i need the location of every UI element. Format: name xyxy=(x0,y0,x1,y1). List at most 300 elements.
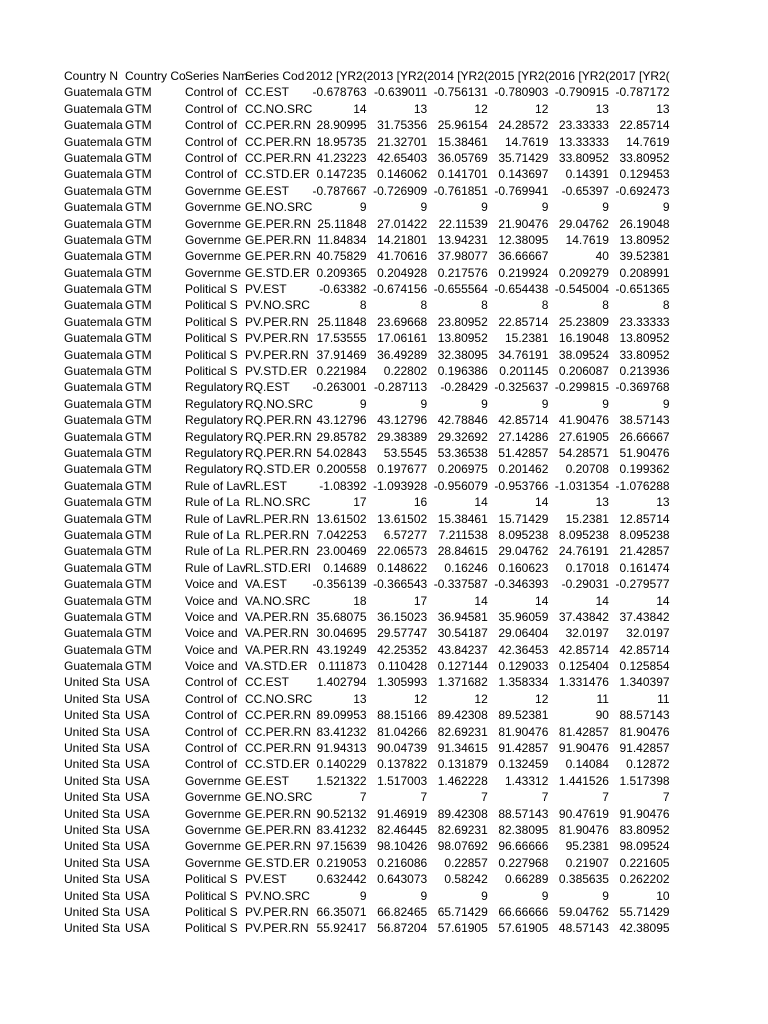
cell-y2016[interactable]: -0.29031 xyxy=(561,577,609,592)
cell-y2012[interactable]: 91.94313 xyxy=(316,741,367,756)
cell-country-code[interactable]: GTM xyxy=(125,429,152,444)
cell-country-name[interactable]: Guatemala xyxy=(64,364,123,379)
cell-country-code[interactable]: USA xyxy=(125,888,150,903)
cell-y2016[interactable]: 42.85714 xyxy=(558,642,609,657)
cell-series-name[interactable]: Rule of Lav xyxy=(185,478,246,493)
cell-y2016[interactable]: -0.299815 xyxy=(554,380,609,395)
cell-y2015[interactable]: 27.14286 xyxy=(498,429,549,444)
cell-country-code[interactable]: USA xyxy=(125,904,150,919)
cell-country-name[interactable]: Guatemala xyxy=(64,413,123,428)
cell-y2013[interactable]: 53.5545 xyxy=(383,445,428,460)
cell-country-name[interactable]: Guatemala xyxy=(64,560,123,575)
cell-series-code[interactable]: RQ.PER.RN xyxy=(245,429,312,444)
cell-y2014[interactable]: 89.42308 xyxy=(437,806,488,821)
cell-y2017[interactable]: 8.095238 xyxy=(619,527,670,542)
cell-series-name[interactable]: Rule of La xyxy=(185,544,240,559)
cell-series-code[interactable]: PV.PER.RN xyxy=(245,921,309,936)
cell-y2014[interactable]: 0.141701 xyxy=(437,167,488,182)
cell-series-code[interactable]: GE.NO.SRC xyxy=(245,200,313,215)
cell-country-name[interactable]: United Sta xyxy=(64,675,121,690)
cell-y2017[interactable]: 0.199362 xyxy=(619,462,670,477)
cell-country-code[interactable]: USA xyxy=(125,691,150,706)
cell-country-name[interactable]: United Sta xyxy=(64,757,121,772)
cell-y2014[interactable]: 1.462228 xyxy=(437,773,488,788)
header-cell-country-name[interactable]: Country N xyxy=(64,69,119,83)
cell-country-code[interactable]: GTM xyxy=(125,478,152,493)
cell-y2016[interactable]: -0.65397 xyxy=(561,183,609,198)
cell-y2017[interactable]: 9 xyxy=(662,396,670,411)
cell-y2015[interactable]: 29.06404 xyxy=(498,626,549,641)
cell-y2015[interactable]: 0.132459 xyxy=(498,757,549,772)
cell-y2015[interactable]: 22.85714 xyxy=(498,314,549,329)
cell-y2017[interactable]: 91.90476 xyxy=(619,806,670,821)
cell-y2014[interactable]: 23.80952 xyxy=(437,314,488,329)
cell-y2013[interactable]: 90.04739 xyxy=(377,741,428,756)
cell-series-name[interactable]: Regulatory xyxy=(185,413,244,428)
cell-y2013[interactable]: 91.46919 xyxy=(377,806,428,821)
cell-y2014[interactable]: 37.98077 xyxy=(437,249,488,264)
cell-y2012[interactable]: 40.75829 xyxy=(316,249,367,264)
cell-y2016[interactable]: 40 xyxy=(595,249,609,264)
cell-y2015[interactable]: 42.85714 xyxy=(498,413,549,428)
cell-y2015[interactable]: -0.325637 xyxy=(494,380,549,395)
cell-country-name[interactable]: Guatemala xyxy=(64,314,123,329)
cell-y2017[interactable]: 7 xyxy=(662,790,670,805)
cell-series-name[interactable]: Regulatory xyxy=(185,462,244,477)
cell-y2016[interactable]: 23.33333 xyxy=(558,118,609,133)
cell-y2014[interactable]: 0.22857 xyxy=(444,855,488,870)
cell-y2012[interactable]: 0.111873 xyxy=(318,659,367,674)
cell-y2012[interactable]: 9 xyxy=(359,888,367,903)
cell-y2012[interactable]: 8 xyxy=(359,298,367,313)
cell-y2014[interactable]: 0.196386 xyxy=(437,364,488,379)
cell-y2015[interactable]: 88.57143 xyxy=(498,806,549,821)
cell-y2012[interactable]: 25.11848 xyxy=(317,314,367,329)
cell-y2012[interactable]: 35.68075 xyxy=(316,609,367,624)
cell-country-name[interactable]: Guatemala xyxy=(64,462,123,477)
cell-y2013[interactable]: 17.06161 xyxy=(377,331,428,346)
cell-series-code[interactable]: CC.NO.SRC xyxy=(245,101,313,116)
cell-country-code[interactable]: USA xyxy=(125,773,150,788)
cell-y2017[interactable]: 14.7619 xyxy=(626,134,670,149)
cell-y2017[interactable]: 33.80952 xyxy=(619,150,670,165)
cell-y2016[interactable]: -1.031354 xyxy=(554,478,609,493)
cell-y2017[interactable]: 26.66667 xyxy=(619,429,670,444)
cell-y2012[interactable]: 30.04695 xyxy=(316,626,367,641)
header-cell-2013[interactable]: 2013 [YR2( xyxy=(366,69,428,83)
cell-y2016[interactable]: 29.04762 xyxy=(558,216,609,231)
cell-series-code[interactable]: CC.PER.RN xyxy=(245,134,312,149)
cell-y2016[interactable]: 0.20708 xyxy=(565,462,609,477)
cell-series-name[interactable]: Political S xyxy=(185,331,238,346)
cell-y2017[interactable]: 10 xyxy=(656,888,670,903)
cell-y2012[interactable]: 89.09953 xyxy=(316,708,367,723)
cell-y2015[interactable]: 0.129033 xyxy=(498,659,549,674)
cell-country-code[interactable]: GTM xyxy=(125,380,152,395)
cell-series-code[interactable]: GE.STD.ER xyxy=(245,855,310,870)
cell-country-code[interactable]: GTM xyxy=(125,314,152,329)
cell-country-code[interactable]: GTM xyxy=(125,101,152,116)
cell-series-name[interactable]: Voice and xyxy=(185,659,238,674)
cell-y2013[interactable]: 8 xyxy=(420,298,428,313)
cell-y2015[interactable]: 0.227968 xyxy=(498,855,549,870)
cell-y2014[interactable]: 13.80952 xyxy=(437,331,488,346)
cell-y2012[interactable]: 0.200558 xyxy=(316,462,367,477)
cell-y2016[interactable]: 9 xyxy=(602,200,609,215)
cell-country-name[interactable]: United Sta xyxy=(64,839,121,854)
cell-country-code[interactable]: GTM xyxy=(125,626,152,641)
cell-country-code[interactable]: GTM xyxy=(125,609,152,624)
cell-y2015[interactable]: 14.7619 xyxy=(504,134,549,149)
cell-country-name[interactable]: Guatemala xyxy=(64,511,123,526)
cell-country-code[interactable]: GTM xyxy=(125,511,152,526)
cell-country-name[interactable]: United Sta xyxy=(64,888,121,903)
cell-series-code[interactable]: RL.EST xyxy=(245,478,288,493)
cell-y2013[interactable]: 1.517003 xyxy=(377,773,428,788)
cell-series-code[interactable]: CC.EST xyxy=(245,675,290,690)
cell-y2016[interactable]: 25.23809 xyxy=(558,314,609,329)
cell-y2015[interactable]: 42.36453 xyxy=(498,642,549,657)
cell-y2013[interactable]: 9 xyxy=(420,888,428,903)
cell-y2016[interactable]: 81.42857 xyxy=(558,724,609,739)
cell-y2013[interactable]: 36.49289 xyxy=(377,347,428,362)
cell-y2016[interactable]: 8 xyxy=(602,298,609,313)
cell-y2015[interactable]: 66.66666 xyxy=(498,904,549,919)
cell-country-name[interactable]: Guatemala xyxy=(64,577,123,592)
cell-series-name[interactable]: Governme xyxy=(185,822,242,837)
cell-series-code[interactable]: RL.NO.SRC xyxy=(245,495,311,510)
cell-country-code[interactable]: GTM xyxy=(125,593,152,608)
cell-country-name[interactable]: United Sta xyxy=(64,822,121,837)
cell-y2012[interactable]: 41.23223 xyxy=(316,150,367,165)
cell-y2016[interactable]: 24.76191 xyxy=(558,544,609,559)
cell-y2012[interactable]: 9 xyxy=(359,396,367,411)
cell-y2016[interactable]: 95.2381 xyxy=(565,839,609,854)
cell-y2014[interactable]: -0.756131 xyxy=(433,85,488,100)
cell-country-code[interactable]: USA xyxy=(125,921,150,936)
cell-y2013[interactable]: 41.70616 xyxy=(377,249,428,264)
cell-y2014[interactable]: 25.96154 xyxy=(437,118,488,133)
cell-y2014[interactable]: 9 xyxy=(481,888,488,903)
cell-series-name[interactable]: Political S xyxy=(185,364,238,379)
cell-country-code[interactable]: GTM xyxy=(125,167,152,182)
cell-y2017[interactable]: 0.161474 xyxy=(619,560,670,575)
cell-y2014[interactable]: 42.78846 xyxy=(437,413,488,428)
cell-y2014[interactable]: 7.211538 xyxy=(438,527,488,542)
cell-y2015[interactable]: 29.04762 xyxy=(498,544,549,559)
cell-y2014[interactable]: 57.61905 xyxy=(437,921,488,936)
cell-y2016[interactable]: 9 xyxy=(602,396,609,411)
cell-country-name[interactable]: Guatemala xyxy=(64,396,123,411)
cell-y2013[interactable]: -0.287113 xyxy=(374,380,428,395)
cell-series-code[interactable]: GE.PER.RN xyxy=(245,839,312,854)
cell-y2012[interactable]: 11.84834 xyxy=(317,232,367,247)
cell-country-code[interactable]: GTM xyxy=(125,445,152,460)
cell-y2013[interactable]: 0.216086 xyxy=(377,855,428,870)
cell-y2013[interactable]: 0.204928 xyxy=(377,265,428,280)
cell-y2012[interactable]: 0.219053 xyxy=(316,855,367,870)
cell-series-code[interactable]: RL.PER.RN xyxy=(245,544,310,559)
cell-y2012[interactable]: 0.14689 xyxy=(323,560,367,575)
cell-country-name[interactable]: United Sta xyxy=(64,921,121,936)
cell-y2017[interactable]: -0.651365 xyxy=(615,282,670,297)
cell-y2017[interactable]: 1.340397 xyxy=(619,675,670,690)
cell-series-name[interactable]: Governme xyxy=(185,806,242,821)
cell-y2016[interactable]: 37.43842 xyxy=(558,609,609,624)
cell-y2016[interactable]: 0.21907 xyxy=(565,855,609,870)
cell-y2015[interactable]: 35.96059 xyxy=(498,609,549,624)
cell-y2014[interactable]: 0.16246 xyxy=(444,560,488,575)
cell-country-code[interactable]: GTM xyxy=(125,396,152,411)
cell-y2012[interactable]: 1.402794 xyxy=(316,675,367,690)
cell-series-code[interactable]: GE.PER.RN xyxy=(245,232,312,247)
cell-country-code[interactable]: USA xyxy=(125,724,150,739)
cell-country-name[interactable]: United Sta xyxy=(64,724,121,739)
cell-y2014[interactable]: -0.761851 xyxy=(433,183,488,198)
cell-y2014[interactable]: 0.206975 xyxy=(437,462,488,477)
cell-country-name[interactable]: Guatemala xyxy=(64,249,123,264)
cell-y2015[interactable]: 15.2381 xyxy=(504,331,549,346)
cell-y2013[interactable]: 12 xyxy=(413,691,428,706)
cell-y2014[interactable]: 0.217576 xyxy=(437,265,488,280)
cell-y2012[interactable]: 1.521322 xyxy=(316,773,367,788)
cell-country-name[interactable]: United Sta xyxy=(64,855,121,870)
cell-series-code[interactable]: GE.STD.ER xyxy=(245,265,310,280)
cell-y2017[interactable]: 23.33333 xyxy=(619,314,670,329)
cell-country-code[interactable]: GTM xyxy=(125,249,152,264)
cell-y2017[interactable]: 0.125854 xyxy=(619,659,670,674)
cell-series-code[interactable]: PV.PER.RN xyxy=(245,331,309,346)
cell-country-name[interactable]: United Sta xyxy=(64,691,121,706)
cell-y2016[interactable]: 0.206087 xyxy=(558,364,609,379)
cell-y2013[interactable]: -0.366543 xyxy=(373,577,428,592)
cell-country-code[interactable]: USA xyxy=(125,757,150,772)
cell-y2013[interactable]: -0.674156 xyxy=(373,282,428,297)
cell-y2017[interactable]: 0.213936 xyxy=(619,364,670,379)
cell-y2016[interactable]: 41.90476 xyxy=(558,413,609,428)
cell-country-name[interactable]: Guatemala xyxy=(64,659,123,674)
cell-y2016[interactable]: 1.441526 xyxy=(558,773,609,788)
cell-series-name[interactable]: Governme xyxy=(185,265,242,280)
cell-y2017[interactable]: 98.09524 xyxy=(619,839,670,854)
cell-series-code[interactable]: PV.PER.RN xyxy=(245,314,309,329)
cell-y2015[interactable]: -0.654438 xyxy=(494,282,549,297)
cell-y2012[interactable]: 66.35071 xyxy=(316,904,367,919)
cell-series-code[interactable]: CC.PER.RN xyxy=(245,708,312,723)
cell-y2016[interactable]: 11 xyxy=(596,691,609,706)
cell-series-code[interactable]: PV.NO.SRC xyxy=(245,888,310,903)
cell-series-name[interactable]: Governme xyxy=(185,200,242,215)
cell-y2014[interactable]: 13.94231 xyxy=(437,232,488,247)
cell-series-name[interactable]: Rule of Lav xyxy=(185,511,246,526)
cell-y2014[interactable]: 1.371682 xyxy=(437,675,488,690)
cell-y2015[interactable]: 57.61905 xyxy=(498,921,549,936)
cell-y2013[interactable]: 29.57747 xyxy=(377,626,428,641)
cell-y2012[interactable]: 54.02843 xyxy=(316,445,367,460)
cell-y2015[interactable]: 1.358334 xyxy=(498,675,549,690)
cell-y2015[interactable]: 51.42857 xyxy=(498,445,549,460)
cell-y2013[interactable]: 0.197677 xyxy=(377,462,428,477)
cell-country-code[interactable]: GTM xyxy=(125,150,152,165)
cell-y2016[interactable]: 13 xyxy=(595,495,609,510)
cell-y2014[interactable]: 89.42308 xyxy=(437,708,488,723)
cell-y2017[interactable]: 81.90476 xyxy=(619,724,670,739)
cell-country-code[interactable]: USA xyxy=(125,839,150,854)
cell-y2013[interactable]: 82.46445 xyxy=(377,822,428,837)
cell-y2012[interactable]: -0.678763 xyxy=(312,85,367,100)
cell-country-code[interactable]: USA xyxy=(125,741,150,756)
cell-y2017[interactable]: 55.71429 xyxy=(619,904,670,919)
cell-y2017[interactable]: 42.85714 xyxy=(619,642,670,657)
cell-y2017[interactable]: 0.221605 xyxy=(619,855,670,870)
cell-y2014[interactable]: 7 xyxy=(481,790,488,805)
cell-y2014[interactable]: 0.127144 xyxy=(437,659,488,674)
cell-y2012[interactable]: 18 xyxy=(353,593,367,608)
cell-country-name[interactable]: Guatemala xyxy=(64,265,123,280)
cell-country-name[interactable]: Guatemala xyxy=(64,200,123,215)
cell-y2015[interactable]: 35.71429 xyxy=(498,150,549,165)
cell-series-code[interactable]: PV.STD.ER xyxy=(245,364,308,379)
cell-y2012[interactable]: 0.221984 xyxy=(316,364,367,379)
cell-country-name[interactable]: Guatemala xyxy=(64,134,123,149)
cell-y2013[interactable]: 31.75356 xyxy=(377,118,428,133)
cell-y2017[interactable]: 1.517398 xyxy=(619,773,670,788)
cell-y2015[interactable]: 7 xyxy=(541,790,549,805)
cell-country-code[interactable]: USA xyxy=(125,872,150,887)
cell-series-code[interactable]: VA.STD.ER xyxy=(245,659,308,674)
cell-series-code[interactable]: PV.PER.RN xyxy=(245,347,309,362)
cell-y2014[interactable]: 8 xyxy=(481,298,488,313)
cell-y2014[interactable]: 43.84237 xyxy=(437,642,488,657)
cell-series-name[interactable]: Political S xyxy=(185,282,238,297)
cell-country-name[interactable]: Guatemala xyxy=(64,282,123,297)
cell-y2013[interactable]: 88.15166 xyxy=(377,708,428,723)
cell-y2013[interactable]: 0.643073 xyxy=(377,872,428,887)
cell-y2013[interactable]: 29.38389 xyxy=(377,429,428,444)
cell-y2014[interactable]: 32.38095 xyxy=(437,347,488,362)
cell-y2012[interactable]: 17 xyxy=(353,495,367,510)
cell-series-name[interactable]: Political S xyxy=(185,347,238,362)
cell-country-name[interactable]: Guatemala xyxy=(64,101,123,116)
cell-series-code[interactable]: VA.PER.RN xyxy=(245,642,309,657)
cell-country-name[interactable]: Guatemala xyxy=(64,232,123,247)
cell-y2014[interactable]: 12 xyxy=(474,101,488,116)
cell-y2014[interactable]: 0.131879 xyxy=(437,757,488,772)
header-cell-2015[interactable]: 2015 [YR2( xyxy=(487,69,549,83)
cell-country-name[interactable]: United Sta xyxy=(64,904,121,919)
cell-y2015[interactable]: 0.160623 xyxy=(498,560,549,575)
cell-y2013[interactable]: 16 xyxy=(413,495,428,510)
cell-country-name[interactable]: Guatemala xyxy=(64,544,123,559)
cell-y2013[interactable]: 0.146062 xyxy=(377,167,428,182)
header-cell-country-code[interactable]: Country Co xyxy=(125,69,186,83)
cell-country-code[interactable]: GTM xyxy=(125,560,152,575)
cell-y2017[interactable]: 13 xyxy=(656,101,670,116)
cell-y2017[interactable]: 0.12872 xyxy=(626,757,670,772)
cell-series-name[interactable]: Control of xyxy=(185,741,238,756)
cell-y2017[interactable]: 12.85714 xyxy=(619,511,670,526)
cell-y2012[interactable]: 90.52132 xyxy=(316,806,367,821)
cell-y2014[interactable]: 15.38461 xyxy=(437,134,488,149)
cell-y2015[interactable]: 0.143697 xyxy=(498,167,549,182)
cell-y2014[interactable]: 9 xyxy=(481,396,488,411)
cell-series-code[interactable]: GE.PER.RN xyxy=(245,216,312,231)
cell-y2013[interactable]: 98.10426 xyxy=(377,839,428,854)
cell-country-code[interactable]: GTM xyxy=(125,183,152,198)
cell-series-name[interactable]: Control of xyxy=(185,724,238,739)
cell-y2012[interactable]: 13.61502 xyxy=(316,511,367,526)
cell-series-name[interactable]: Control of xyxy=(185,118,238,133)
cell-y2015[interactable]: 8.095238 xyxy=(498,527,549,542)
cell-series-code[interactable]: RQ.PER.RN xyxy=(245,445,312,460)
cell-series-code[interactable]: CC.PER.RN xyxy=(245,724,312,739)
cell-country-code[interactable]: GTM xyxy=(125,265,152,280)
cell-y2016[interactable]: 0.209279 xyxy=(558,265,609,280)
cell-y2015[interactable]: 82.38095 xyxy=(498,822,549,837)
cell-country-code[interactable]: GTM xyxy=(125,544,152,559)
cell-country-name[interactable]: Guatemala xyxy=(64,593,123,608)
cell-y2014[interactable]: 14 xyxy=(474,495,488,510)
cell-series-name[interactable]: Control of xyxy=(185,708,238,723)
cell-y2015[interactable]: 1.43312 xyxy=(504,773,549,788)
cell-y2013[interactable]: 7 xyxy=(420,790,428,805)
cell-y2017[interactable]: 11 xyxy=(657,691,670,706)
cell-y2013[interactable]: -0.639011 xyxy=(374,85,428,100)
cell-series-name[interactable]: Political S xyxy=(185,888,238,903)
cell-y2013[interactable]: 0.110428 xyxy=(378,659,428,674)
cell-country-name[interactable]: Guatemala xyxy=(64,183,123,198)
cell-y2016[interactable]: 16.19048 xyxy=(558,331,609,346)
cell-country-code[interactable]: GTM xyxy=(125,282,152,297)
cell-country-name[interactable]: Guatemala xyxy=(64,331,123,346)
cell-country-code[interactable]: USA xyxy=(125,708,150,723)
cell-y2013[interactable]: 14.21801 xyxy=(377,232,428,247)
cell-y2017[interactable]: 9 xyxy=(662,200,670,215)
cell-y2015[interactable]: 12 xyxy=(535,101,549,116)
cell-y2017[interactable]: 13 xyxy=(656,495,670,510)
cell-country-name[interactable]: Guatemala xyxy=(64,642,123,657)
cell-y2014[interactable]: 22.11539 xyxy=(438,216,488,231)
header-cell-2017[interactable]: 2017 [YR2( xyxy=(608,69,670,83)
cell-series-code[interactable]: VA.EST xyxy=(245,577,287,592)
cell-country-code[interactable]: GTM xyxy=(125,331,152,346)
cell-y2017[interactable]: 88.57143 xyxy=(619,708,670,723)
cell-country-name[interactable]: Guatemala xyxy=(64,150,123,165)
cell-country-name[interactable]: Guatemala xyxy=(64,626,123,641)
cell-country-code[interactable]: GTM xyxy=(125,642,152,657)
cell-series-code[interactable]: VA.PER.RN xyxy=(245,626,309,641)
header-cell-series-code[interactable]: Series Cod xyxy=(245,69,305,83)
cell-country-code[interactable]: GTM xyxy=(125,527,152,542)
cell-y2015[interactable]: 0.219924 xyxy=(498,265,549,280)
cell-series-name[interactable]: Voice and xyxy=(185,642,238,657)
cell-y2012[interactable]: 7 xyxy=(359,790,367,805)
cell-series-code[interactable]: PV.PER.RN xyxy=(245,904,309,919)
cell-series-name[interactable]: Rule of La xyxy=(185,527,240,542)
cell-series-name[interactable]: Control of xyxy=(185,85,238,100)
cell-y2017[interactable]: 14 xyxy=(656,593,670,608)
cell-country-code[interactable]: USA xyxy=(125,806,150,821)
cell-y2012[interactable]: 0.140229 xyxy=(316,757,367,772)
cell-y2017[interactable]: 22.85714 xyxy=(619,118,670,133)
cell-y2012[interactable]: 25.11848 xyxy=(317,216,367,231)
cell-y2016[interactable]: -0.545004 xyxy=(554,282,609,297)
cell-y2013[interactable]: 42.25352 xyxy=(377,642,428,657)
cell-y2014[interactable]: 14 xyxy=(474,593,488,608)
cell-y2013[interactable]: 27.01422 xyxy=(377,216,428,231)
cell-y2015[interactable]: 89.52381 xyxy=(498,708,549,723)
cell-y2016[interactable]: 32.0197 xyxy=(565,626,609,641)
